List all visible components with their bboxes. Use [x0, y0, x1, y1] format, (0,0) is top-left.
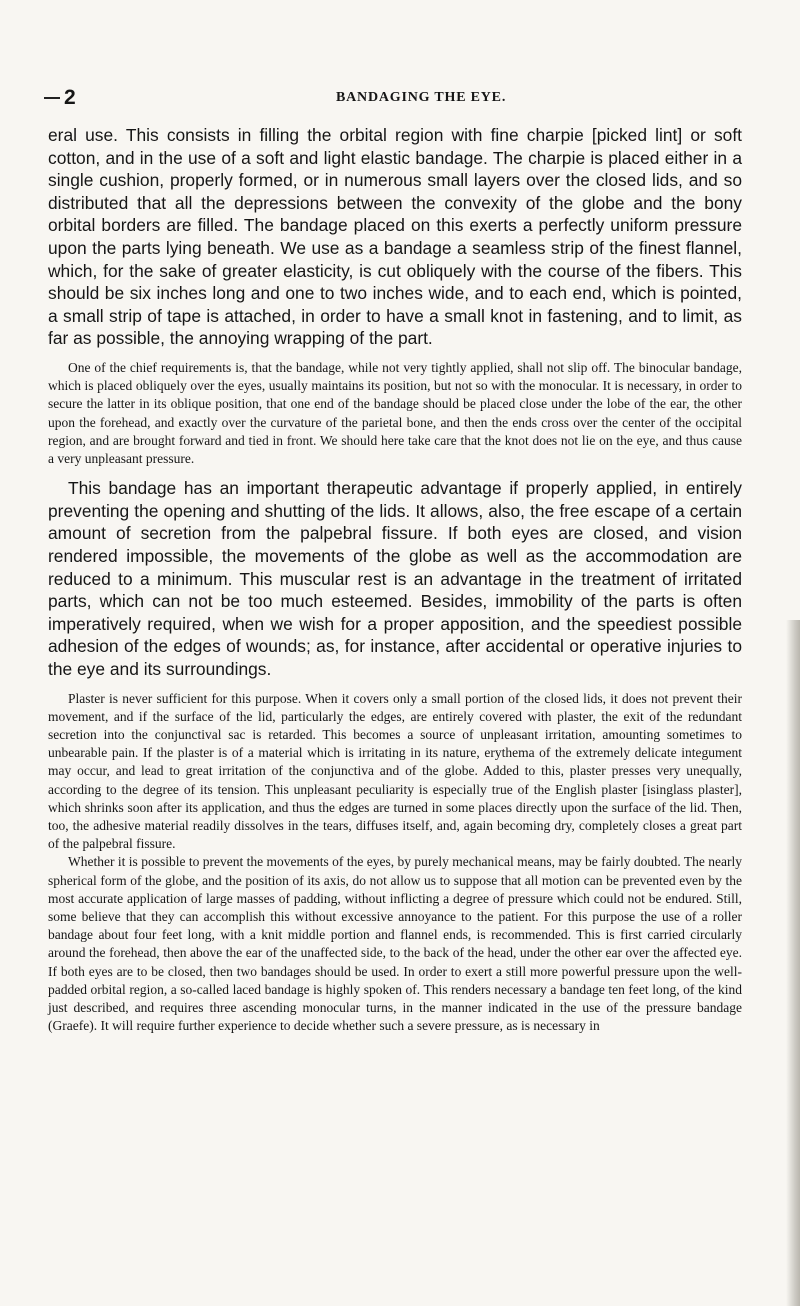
running-title: BANDAGING THE EYE. [336, 90, 507, 105]
paragraph-therapeutic-advantage: This bandage has an important therapeutic advantage if properly applied, in entirely preventing the opening and shutting of the lids. It allows, also, the free escape of a certain amount of secretion from the palpebral fissure. If both eyes are closed, and vision rendered impossible, the movements of the globe as well as the accommodation are reduced to a minimum. This muscular rest is an advantage in the treatment of irritated parts, which can not be too much esteemed. Besides, immobility of the parts is often imperatively required, when we wish for a proper apposition, and the speediest possible adhesion of the edges of wounds; as, for instance, after accidental or operative injuries to the eye and its surroundings. [48, 478, 742, 679]
header-dash [44, 97, 60, 99]
page-edge-shadow [786, 620, 800, 1306]
running-header [40, 86, 740, 110]
page-number: 2 [64, 86, 76, 109]
paragraph-small-plaster: Plaster is never sufficient for this purpose. When it covers only a small portion of the closed lids, it does not prevent their movement, and if the surface of the lid, particularly the edges, are entirely covered with plaster, the exit of the redundant secretion into the conjunctival sac is retarded. This becomes a source of unpleasant irritation, amounting sometimes to unbearable pain. If the plaster is of a material which is irritating in its nature, erythema of the extremely delicate integument may occur, and lead to great irritation of the conjunctiva and of the globe. Added to this, plaster presses very unequally, according to the degree of its tension. This unpleasant peculiarity is especially true of the English plaster [isinglass plaster], which shrinks soon after its application, and thus the edges are turned in some places directly upon the surface of the lid. Then, too, the adhesive material readily dissolves in the tears, diffuses itself, and, again becoming dry, completely closes a great part of the palpebral fissure. [48, 690, 742, 852]
paragraph-continuation: eral use. This consists in filling the orbital region with fine charpie [picked lint] or soft cotton, and in the use of a soft and light elastic bandage. The charpie is placed either in a single cushion, properly formed, or in numerous small layers over the closed lids, and so distributed that all the depressions between the convexity of the globe and the bony orbital borders are filled. The bandage placed on this exerts a perfectly uniform pressure upon the parts lying beneath. We use as a bandage a seamless strip of the finest flannel, which, for the sake of greater elasticity, is cut obliquely with the course of the fibers. This should be six inches long and one to two inches wide, and to each end, which is pointed, a small strip of tape is attached, in order to have a small knot in fastening, and to limit, as far as possible, the annoying wrapping of the part. [48, 125, 742, 349]
page-body [48, 124, 742, 1035]
paragraph-small-mechanical-means: Whether it is possible to prevent the movements of the eyes, by purely mechanical means, may be fairly doubted. The nearly spherical form of the globe, and the position of its axis, do not allow us to suppose that all motion can be prevented even by the most accurate application of large masses of padding, without inflicting a degree of pressure which could not be endured. Still, some believe that they can accomplish this without excessive annoyance to the patient. For this purpose the use of a roller bandage about four feet long, with a knit middle portion and flannel ends, is recommended. This is first carried circularly around the forehead, then above the ear of the unaffected side, to the back of the head, under the other ear over the affected eye. If both eyes are to be closed, then two bandages should be used. In order to exert a still more powerful pressure upon the well-padded orbital region, a so-called laced bandage is highly spoken of. This renders necessary a bandage ten feet long, of the kind just described, and requires three ascending monocular turns, in the manner indicated in the use of the pressure bandage (Graefe). It will require further experience to decide whether such a severe pressure, as is necessary in [48, 854, 742, 1034]
paragraph-small-requirements: One of the chief requirements is, that the bandage, while not very tightly applied, shall not slip off. The binocular bandage, which is placed obliquely over the eyes, usually maintains its position, but not so with the monocular. It is necessary, in order to secure the latter in its oblique position, that one end of the bandage should be placed close under the lobe of the ear, the other upon the forehead, and exactly over the curvature of the parietal bone, and then the ends cross over the center of the occipital region, and are brought forward and tied in front. We should here take care that the knot does not lie on the eye, and thus cause a very unpleasant pressure. [48, 359, 742, 466]
